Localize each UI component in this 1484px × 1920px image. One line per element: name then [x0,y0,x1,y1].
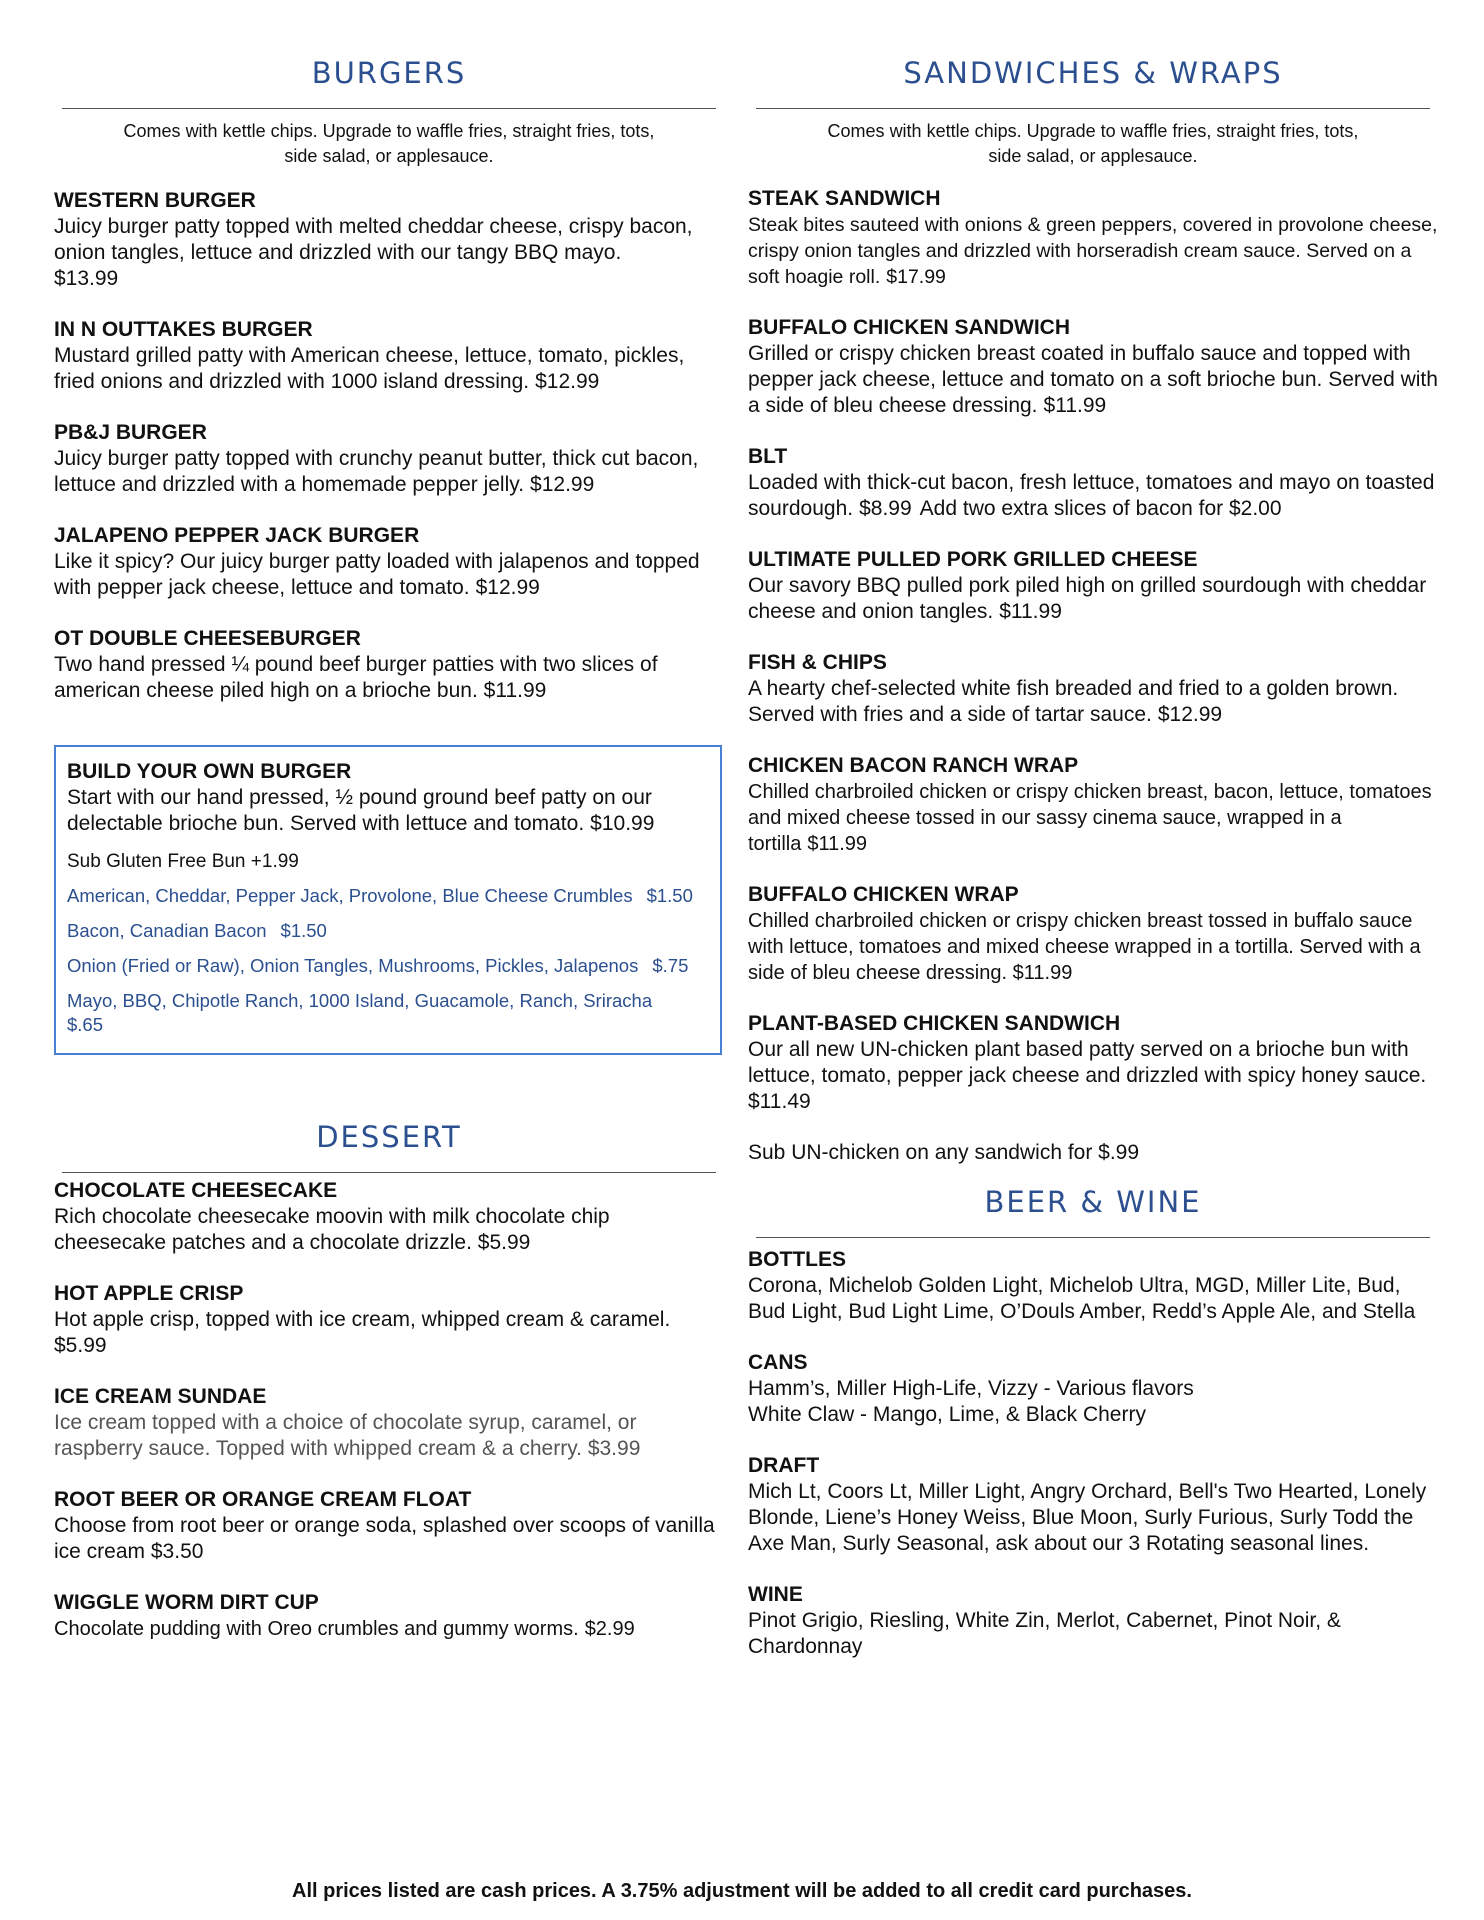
price: $10.99 [590,812,655,835]
menu-item: ICE CREAM SUNDAE Ice cream topped with a choice of chocolate syrup, caramel, or raspberry sauce. Topped with whipped cream & a cherry. $3.99 [54,1385,641,1460]
price: $3.50 [150,1540,204,1563]
menu-item: CHOCOLATE CHEESECAKE Rich chocolate cheesecake moovin with milk chocolate chip cheesecake patches and a chocolate drizzle. $5.99 [54,1179,610,1254]
price: $13.99 [54,267,119,290]
price: $11.99 [999,600,1062,623]
price: $11.99 [1043,394,1107,417]
addon-line: Bacon, Canadian Bacon $1.50 [67,920,327,941]
menu-item: BLT Loaded with thick-cut bacon, fresh lettuce, tomatoes and mayo on toasted sourdough. $8.99 Add two extra slices of bacon for $2.00 [748,445,1435,520]
addon-line: American, Cheddar, Pepper Jack, Provolone, Blue Cheese Crumbles $1.50 [67,885,693,906]
menu-item: BOTTLES Corona, Michelob Golden Light, Michelob Ultra, MGD, Miller Lite, Bud, Bud Light, Bud Light Lime, O’Douls Amber, Redd’s Apple Ale, and Stella [748,1248,1416,1323]
menu-item: ROOT BEER OR ORANGE CREAM FLOAT Choose from root beer or orange soda, splashed over scoops of vanilla ice cream $3.50 [54,1488,715,1563]
menu-item: BUFFALO CHICKEN SANDWICH Grilled or crispy chicken breast coated in buffalo sauce and topped with pepper jack cheese, lettuce and tomato on a soft brioche bun. Served with a side of bleu cheese dressing. $11.99 [748,316,1438,417]
addon-line: Mayo, BBQ, Chipotle Ranch, 1000 Island, Guacamole, Ranch, Sriracha $.65 [67,990,653,1035]
menu-item: IN N OUTTAKES BURGER Mustard grilled patty with American cheese, lettuce, tomato, pickles, fried onions and drizzled with 1000 island dressing. $12.99 [54,318,685,393]
menu-item: WESTERN BURGER Juicy burger patty topped with melted cheddar cheese, crispy bacon, onion tangles, lettuce and drizzled with our tangy BBQ mayo. $13.99 [54,189,693,290]
extra-note: Add two extra slices of bacon for $2.00 [919,497,1282,520]
sandwiches-divider [756,108,1430,109]
menu-item: BUFFALO CHICKEN WRAP Chilled charbroiled chicken or crispy chicken breast tossed in buffalo sauce with lettuce, tomatoes and mixed cheese wrapped in a tortilla. Served with a side of bleu cheese dressing. $11.99 [748,883,1421,984]
beer-wine-list [748,1247,1438,1685]
menu-item: CANS Hamm’s, Miller High-Life, Vizzy - Various flavors White Claw - Mango, Lime, & Black Cherry [748,1351,1194,1426]
menu-item: PB&J BURGER Juicy burger patty topped with crunchy peanut butter, thick cut bacon, lettuce and drizzled with a homemade pepper jelly. $12.99 [54,421,699,496]
menu-item: HOT APPLE CRISP Hot apple crisp, topped with ice cream, whipped cream & caramel. $5.99 [54,1282,671,1357]
sandwiches-list [748,186,1438,1166]
price: $11.99 [1012,962,1073,984]
menu-item: PLANT-BASED CHICKEN SANDWICH Our all new UN-chicken plant based patty served on a brioche bun with lettuce, tomato, pepper jack cheese and drizzled with spicy honey sauce. $11.49 [748,1012,1427,1113]
dessert-list [54,1178,724,1667]
menu-item: WINE Pinot Grigio, Riesling, White Zin, Merlot, Cabernet, Pinot Noir, & Chardonnay [748,1583,1341,1658]
gluten-free-option: Sub Gluten Free Bun +1.99 [67,851,299,872]
menu-item: DRAFT Mich Lt, Coors Lt, Miller Light, Angry Orchard, Bell's Two Hearted, Lonely Blonde, Liene’s Honey Weiss, Blue Moon, Surly Furious, Surly Todd the Axe Man, Surly Seasonal, ask about our 3 Rotating seasonal lines. [748,1454,1427,1555]
price: $12.99 [535,370,600,393]
menu-item: FISH & CHIPS A hearty chef-selected white fish breaded and fried to a golden brown. Served with fries and a side of tartar sauce. $12.99 [748,651,1399,726]
price: $11.49 [748,1090,811,1113]
burgers-note: Comes with kettle chips. Upgrade to waffle fries, straight fries, tots, side salad, or applesauce. [123,121,655,166]
price: $12.99 [475,576,540,599]
menu-item: OT DOUBLE CHEESEBURGER Two hand pressed ¼ pound beef burger patties with two slices of american cheese piled high on a brioche bun. $11.99 [54,627,658,702]
menu-item: CHICKEN BACON RANCH WRAP Chilled charbroiled chicken or crispy chicken breast, bacon, lettuce, tomatoes and mixed cheese tossed in our sassy cinema sauce, wrapped in a tortilla $11.99 [748,754,1432,855]
price: $12.99 [530,473,595,496]
price: $11.99 [483,679,547,702]
menu-item: ULTIMATE PULLED PORK GRILLED CHEESE Our savory BBQ pulled pork piled high on grilled sourdough with cheddar cheese and onion tangles. $11.99 [748,548,1427,623]
burgers-title: BURGERS [311,56,467,90]
dessert-divider [62,1172,716,1173]
price: $11.99 [807,833,868,855]
footer-note: All prices listed are cash prices. A 3.75% adjustment will be added to all credit card purchases. [292,1880,1192,1902]
price: $8.99 [859,497,912,520]
dessert-title: DESSERT [316,1120,462,1154]
price: $17.99 [886,266,946,288]
menu-item: STEAK SANDWICH Steak bites sauteed with onions & green peppers, covered in provolone cheese, crispy onion tangles and drizzled with horseradish cream sauce. Served on a soft hoagie roll. $17.99 [748,187,1438,288]
sandwiches-note: Comes with kettle chips. Upgrade to waffle fries, straight fries, tots, side salad, or applesauce. [827,121,1359,166]
burgers-divider [62,108,716,109]
beer-wine-title: BEER & WINE [984,1185,1202,1219]
sandwiches-title: SANDWICHES & WRAPS [903,56,1283,90]
price: $2.99 [584,1618,635,1640]
byo-title: BUILD YOUR OWN BURGER [67,760,352,783]
build-your-own-box [54,745,722,1055]
addon-line: Onion (Fried or Raw), Onion Tangles, Mushrooms, Pickles, Jalapenos $.75 [67,955,689,976]
burgers-list [54,188,724,729]
price: $5.99 [477,1231,531,1254]
price: $3.99 [587,1437,641,1460]
beer-wine-divider [756,1237,1430,1238]
price: $12.99 [1157,703,1223,726]
menu-item: WIGGLE WORM DIRT CUP Chocolate pudding with Oreo crumbles and gummy worms. $2.99 [54,1591,635,1640]
menu-item: JALAPENO PEPPER JACK BURGER Like it spicy? Our juicy burger patty loaded with jalapenos and topped with pepper jack cheese, lettuce and tomato. $12.99 [54,524,700,599]
byo-desc: Start with our hand pressed, ½ pound ground beef patty on our delectable brioche bun. Served with lettuce and tomato. $10.99 [67,786,655,835]
sub-unchicken-note: Sub UN-chicken on any sandwich for $.99 [748,1141,1140,1164]
price: $5.99 [54,1334,107,1357]
